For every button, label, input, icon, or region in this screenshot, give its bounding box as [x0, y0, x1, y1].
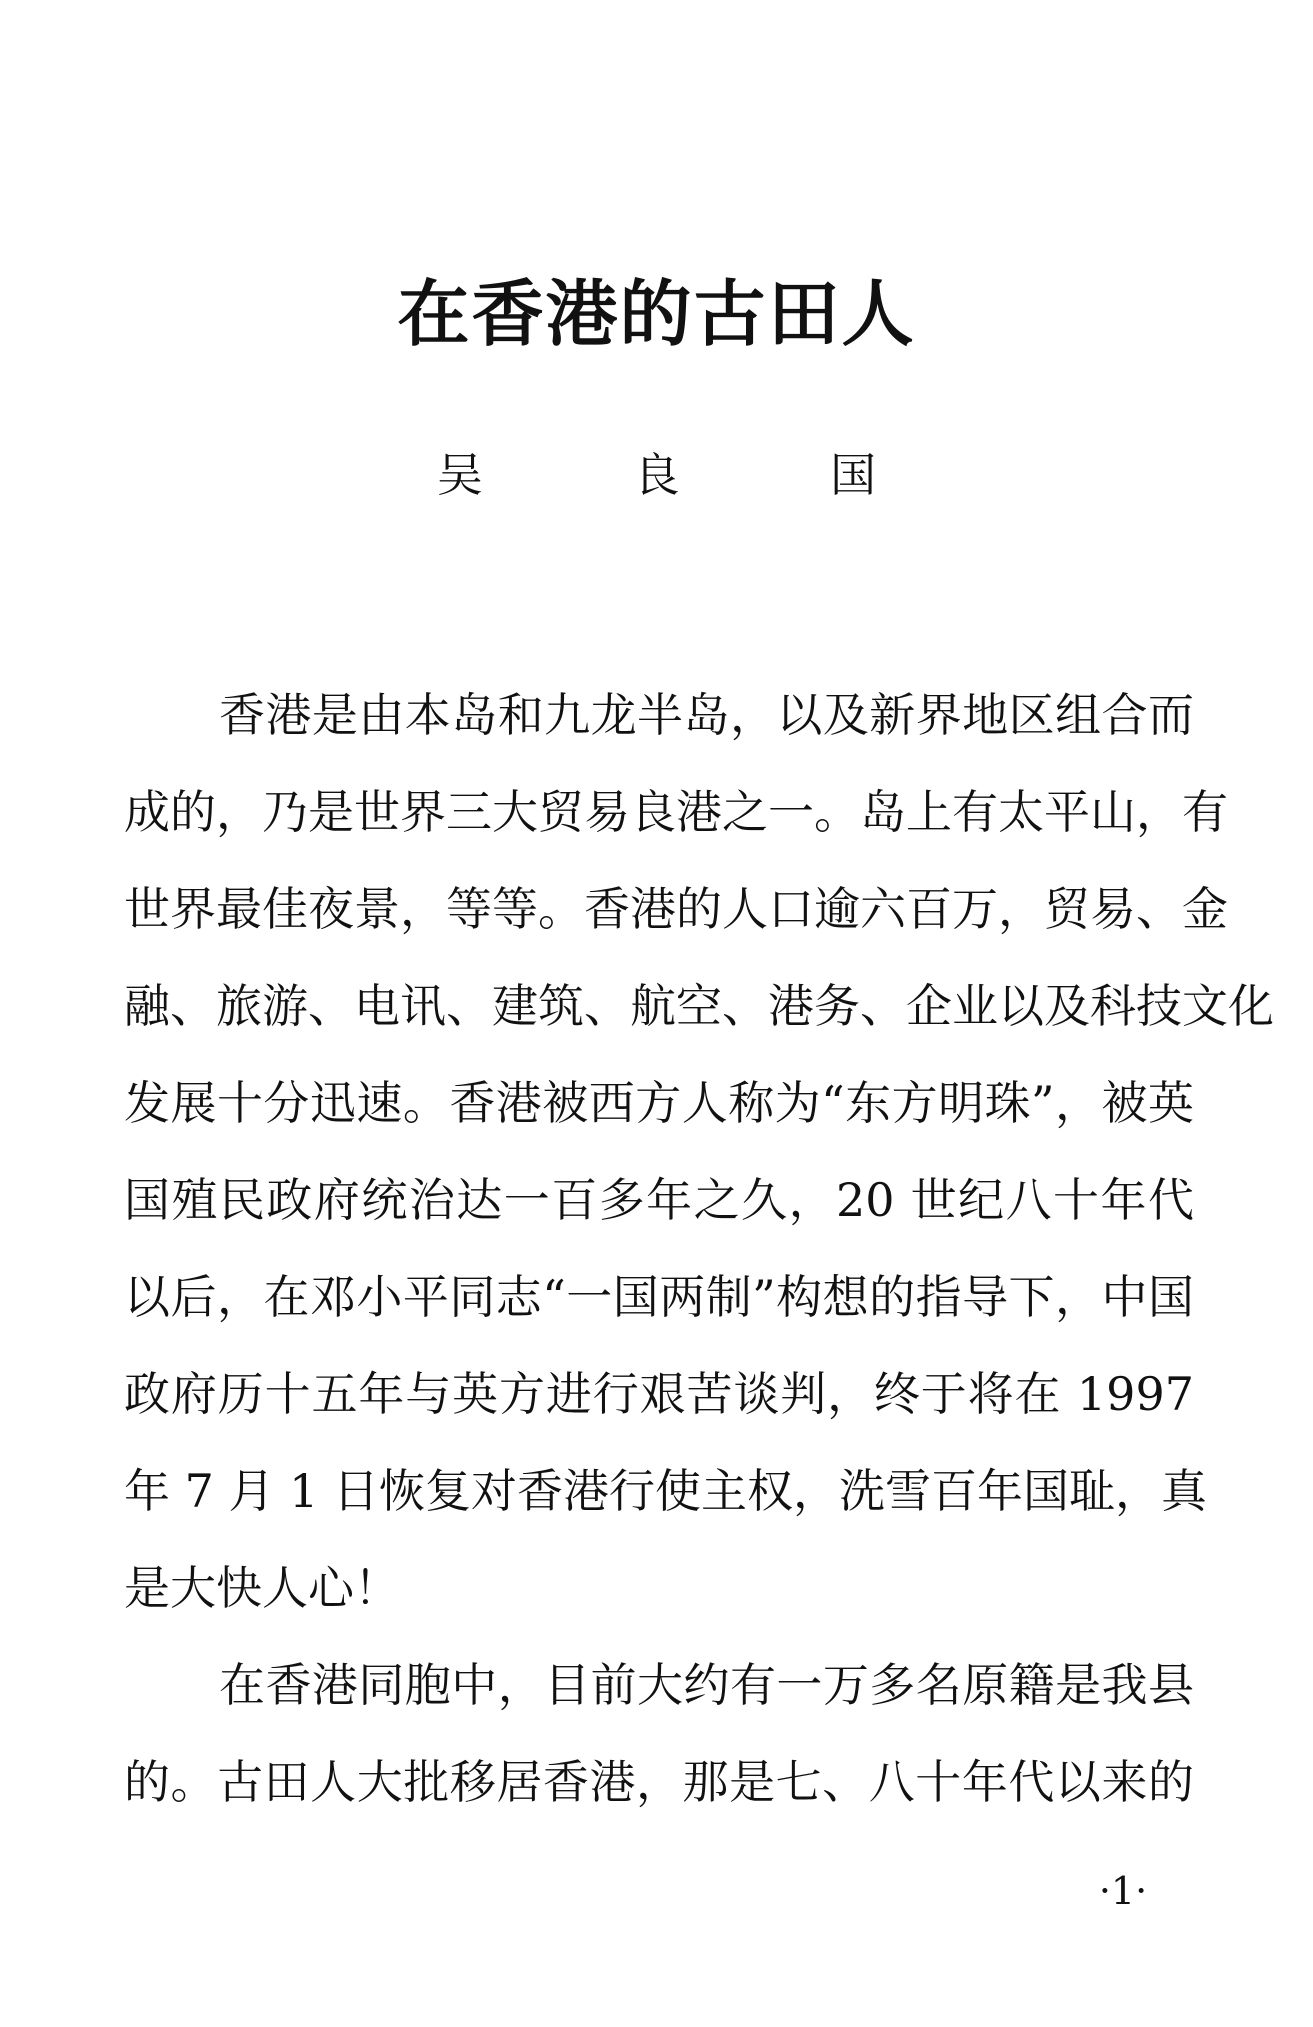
body-line-6: 国殖民政府统治达一百多年之久，20 世纪八十年代 — [124, 1173, 1194, 1227]
body-line-11: 在香港同胞中，目前大约有一万多名原籍是我县 — [219, 1658, 1194, 1712]
body-line-8: 政府历十五年与英方进行艰苦谈判，终于将在 1997 — [124, 1367, 1194, 1421]
body-line-9: 年 7 月 1 日恢复对香港行使主权，洗雪百年国耻，真 — [124, 1464, 1208, 1518]
article-title: 在香港的古田人 — [397, 272, 916, 356]
body-line-12: 的。古田人大批移居香港，那是七、八十年代以来的 — [124, 1755, 1194, 1809]
page-number: ·1· — [1098, 1869, 1148, 1913]
article-author: 吴 良 国 — [436, 448, 945, 502]
body-line-10: 是大快人心！ — [124, 1561, 400, 1615]
body-line-1: 香港是由本岛和九龙半岛，以及新界地区组合而 — [219, 688, 1194, 742]
body-line-4: 融、旅游、电讯、建筑、航空、港务、企业以及科技文化 — [124, 979, 1274, 1033]
body-line-7: 以后，在邓小平同志“一国两制”构想的指导下，中国 — [124, 1270, 1194, 1324]
body-line-3: 世界最佳夜景，等等。香港的人口逾六百万，贸易、金 — [124, 882, 1228, 936]
body-line-5: 发展十分迅速。香港被西方人称为“东方明珠”，被英 — [124, 1076, 1194, 1130]
body-line-2: 成的，乃是世界三大贸易良港之一。岛上有太平山，有 — [124, 785, 1228, 839]
